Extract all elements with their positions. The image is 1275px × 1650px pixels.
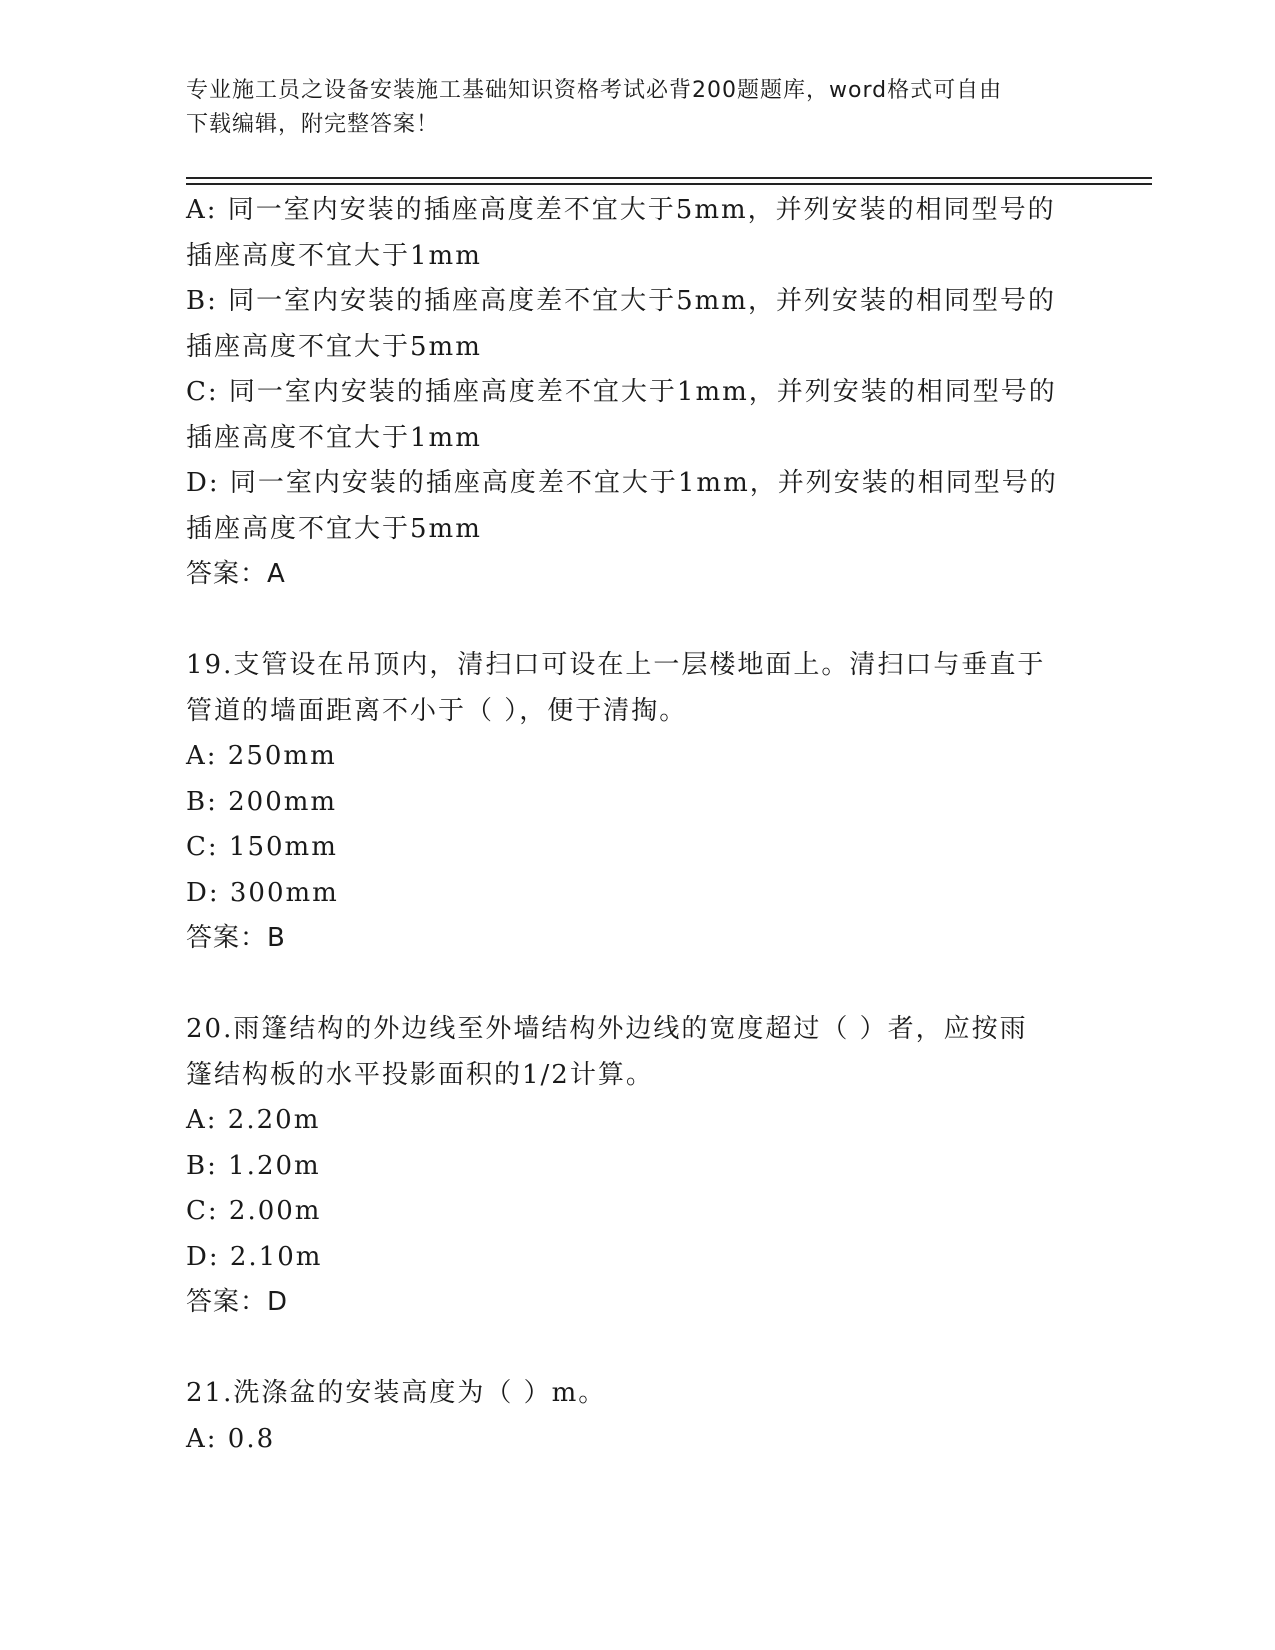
- answer: 答案：B: [186, 923, 286, 953]
- question-stem-line-1: 21.洗涤盆的安装高度为（ ）m。: [186, 1378, 607, 1408]
- header-title-line-1: 专业施工员之设备安装施工基础知识资格考试必背200题题库，word格式可自由: [186, 78, 1003, 103]
- option-d-line-1: D: 同一室内安装的插座高度差不宜大于1mm，并列安装的相同型号的: [186, 468, 1058, 498]
- question-stem-line-2: 篷结构板的水平投影面积的1/2计算。: [186, 1059, 654, 1090]
- question-19: [186, 643, 1086, 962]
- option-b: B: 1.20m: [186, 1150, 321, 1181]
- answer: 答案：D: [186, 1287, 289, 1317]
- option-c-line-1: C: 同一室内安装的插座高度差不宜大于1mm，并列安装的相同型号的: [186, 377, 1057, 407]
- option-d-line-2: 插座高度不宜大于5mm: [186, 513, 482, 544]
- question-stem-line-2: 管道的墙面距离不小于（ ），便于清掏。: [186, 695, 688, 726]
- header-divider-bottom: [186, 183, 1152, 185]
- header-divider-top: [186, 177, 1152, 179]
- question-stem-line-1: 19.支管设在吊顶内，清扫口可设在上一层楼地面上。清扫口与垂直于: [186, 650, 1046, 680]
- option-b: B: 200mm: [186, 786, 338, 817]
- option-c: C: 2.00m: [186, 1196, 322, 1226]
- question-20: [186, 1007, 1086, 1326]
- document-header: [186, 74, 1066, 142]
- option-c-line-2: 插座高度不宜大于1mm: [186, 422, 482, 453]
- option-a: A: 250mm: [186, 741, 337, 771]
- option-c: C: 150mm: [186, 832, 338, 862]
- question-spacer: [186, 598, 1086, 644]
- question-18: [186, 188, 1086, 598]
- answer: 答案：A: [186, 559, 286, 589]
- option-a-line-1: A: 同一室内安装的插座高度差不宜大于5mm，并列安装的相同型号的: [186, 195, 1056, 225]
- question-list: [186, 188, 1086, 1462]
- question-spacer: [186, 1326, 1086, 1372]
- option-a: A: 0.8: [186, 1423, 276, 1454]
- option-d: D: 2.10m: [186, 1241, 323, 1272]
- question-21: [186, 1371, 1086, 1462]
- header-title-line-2: 下载编辑，附完整答案！: [186, 112, 440, 137]
- question-stem-line-1: 20.雨篷结构的外边线至外墙结构外边线的宽度超过（ ）者，应按雨: [186, 1014, 1028, 1044]
- option-d: D: 300mm: [186, 877, 339, 908]
- option-b-line-1: B: 同一室内安装的插座高度差不宜大于5mm，并列安装的相同型号的: [186, 286, 1056, 316]
- question-spacer: [186, 962, 1086, 1008]
- option-a-line-2: 插座高度不宜大于1mm: [186, 240, 482, 271]
- option-b-line-2: 插座高度不宜大于5mm: [186, 331, 482, 362]
- option-a: A: 2.20m: [186, 1105, 321, 1135]
